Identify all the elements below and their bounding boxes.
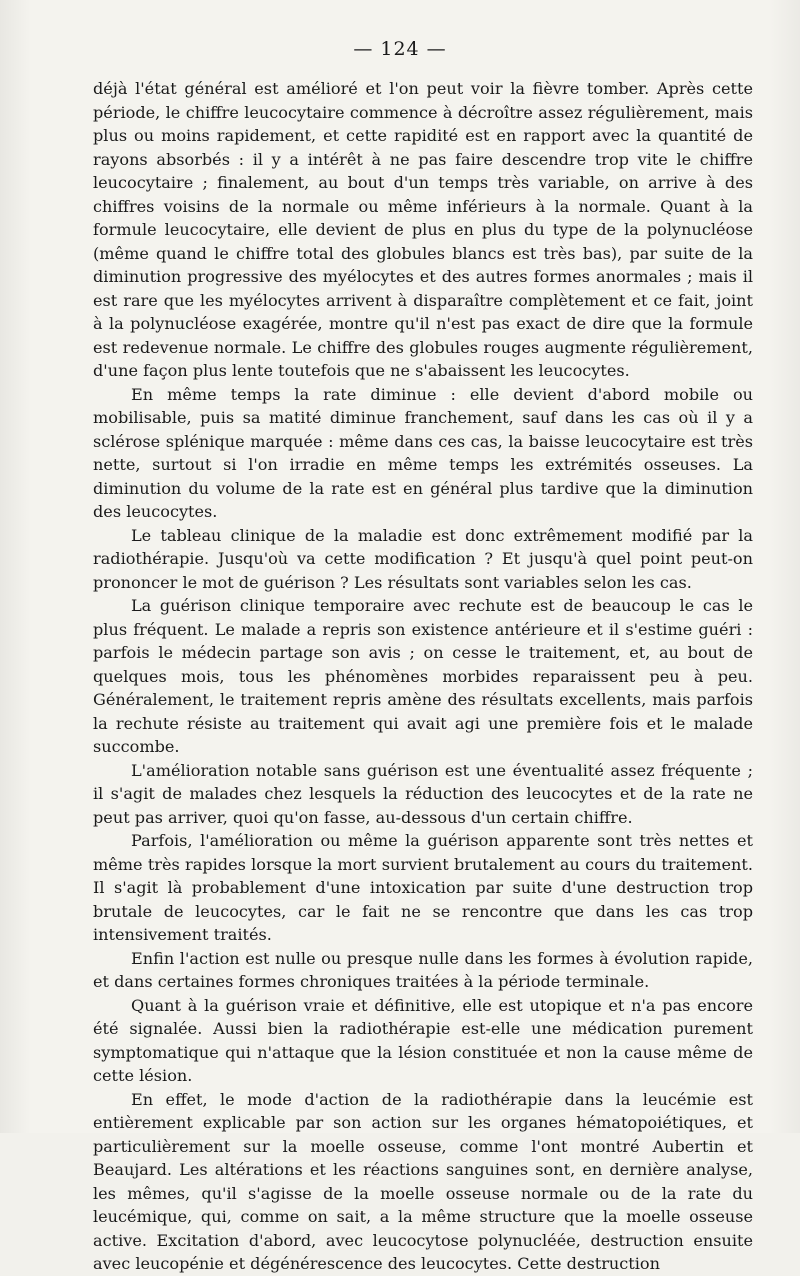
paragraph: En effet, le mode d'action de la radiothérapie dans la leucémie est entièrement explicable par son action sur les organes hématopoiétiques, et particulièrement sur la moelle osseuse, comme l'ont montré Aubertin et Beaujard. Les altérations et les réactions sanguines sont, en dernière analyse, les mêmes, qu'il s'agisse de la moelle osseuse normale ou de la rate du leucémique, qui, comme on sait, a la même structure que la moelle osseuse active. Excitation d'abord, avec leucocytose polynucléée, destruction ensuite avec leucopénie et dégénérescence des leucocytes. Cette destruction xyxy=(93,1089,753,1273)
body-text xyxy=(93,77,753,1276)
paragraph: Le tableau clinique de la maladie est donc extrêmement modifié par la radiothérapie. Jusqu'où va cette modification ? Et jusqu'à quel point peut-on prononcer le mot de guérison ? Les résultats sont variables selon les cas. xyxy=(93,525,753,592)
paragraph: La guérison clinique temporaire avec rechute est de beaucoup le cas le plus fréquent. Le malade a repris son existence antérieure et il s'estime guéri : parfois le médecin partage son avis ; on cesse le traitement, et, au bout de quelques mois, tous les phénomènes morbides reparaissent peu à peu. Généralement, le traitement repris amène des résultats excellents, mais parfois la rechute résiste au traitement qui avait agi une première fois et le malade succombe. xyxy=(93,596,753,756)
paragraph: déjà l'état général est amélioré et l'on peut voir la fièvre tomber. Après cette période, le chiffre leucocytaire commence à décroître assez régulièrement, mais plus ou moins rapidement, et cette rapidité est en rapport avec la quantité de rayons absorbés : il y a intérêt à ne pas faire descendre trop vite le chiffre leucocytaire ; finalement, au bout d'un temps très variable, on arrive à des chiffres voisins de la normale ou même inférieurs à la normale. Quant à la formule leucocytaire, elle devient de plus en plus du type de la polynucléose (même quand le chiffre total des globules blancs est très bas), par suite de la diminution progressive des myélocytes et des autres formes anormales ; mais il est rare que les myélocytes arrivent à disparaître complètement et ce fait, joint à la polynucléose exagérée, montre qu'il n'est pas exact de dire que la formule est redevenue normale. Le chiffre des globules rouges augmente régulièrement, d'une façon plus lente toutefois que ne s'abaissent les leucocytes. xyxy=(93,79,753,380)
paragraph: Quant à la guérison vraie et définitive, elle est utopique et n'a pas encore été signalée. Aussi bien la radiothérapie est-elle une médication purement symptomatique qui n'attaque que la lésion constituée et non la cause même de cette lésion. xyxy=(93,995,753,1085)
page-number: — 124 — xyxy=(353,38,447,60)
paragraph: L'amélioration notable sans guérison est une éventualité assez fréquente ; il s'agit de malades chez lesquels la réduction des leucocytes et de la rate ne peut pas arriver, quoi qu'on fasse, au-dessous d'un certain chiffre. xyxy=(93,760,753,827)
paragraph: En même temps la rate diminue : elle devient d'abord mobile ou mobilisable, puis sa matité diminue franchement, sauf dans les cas où il y a sclérose splénique marquée : même dans ces cas, la baisse leucocytaire est très nette, surtout si l'on irradie en même temps les extrémités osseuses. La diminution du volume de la rate est en général plus tardive que la diminution des leucocytes. xyxy=(93,384,753,521)
paragraph: Parfois, l'amélioration ou même la guérison apparente sont très nettes et même très rapides lorsque la mort survient brutalement au cours du traitement. Il s'agit là probablement d'une intoxication par suite d'une destruction trop brutale de leucocytes, car le fait ne se rencontre que dans les cas trop intensivement traités. xyxy=(93,831,753,944)
paragraph: Enfin l'action est nulle ou presque nulle dans les formes à évolution rapide, et dans certaines formes chroniques traitées à la période terminale. xyxy=(93,948,753,991)
